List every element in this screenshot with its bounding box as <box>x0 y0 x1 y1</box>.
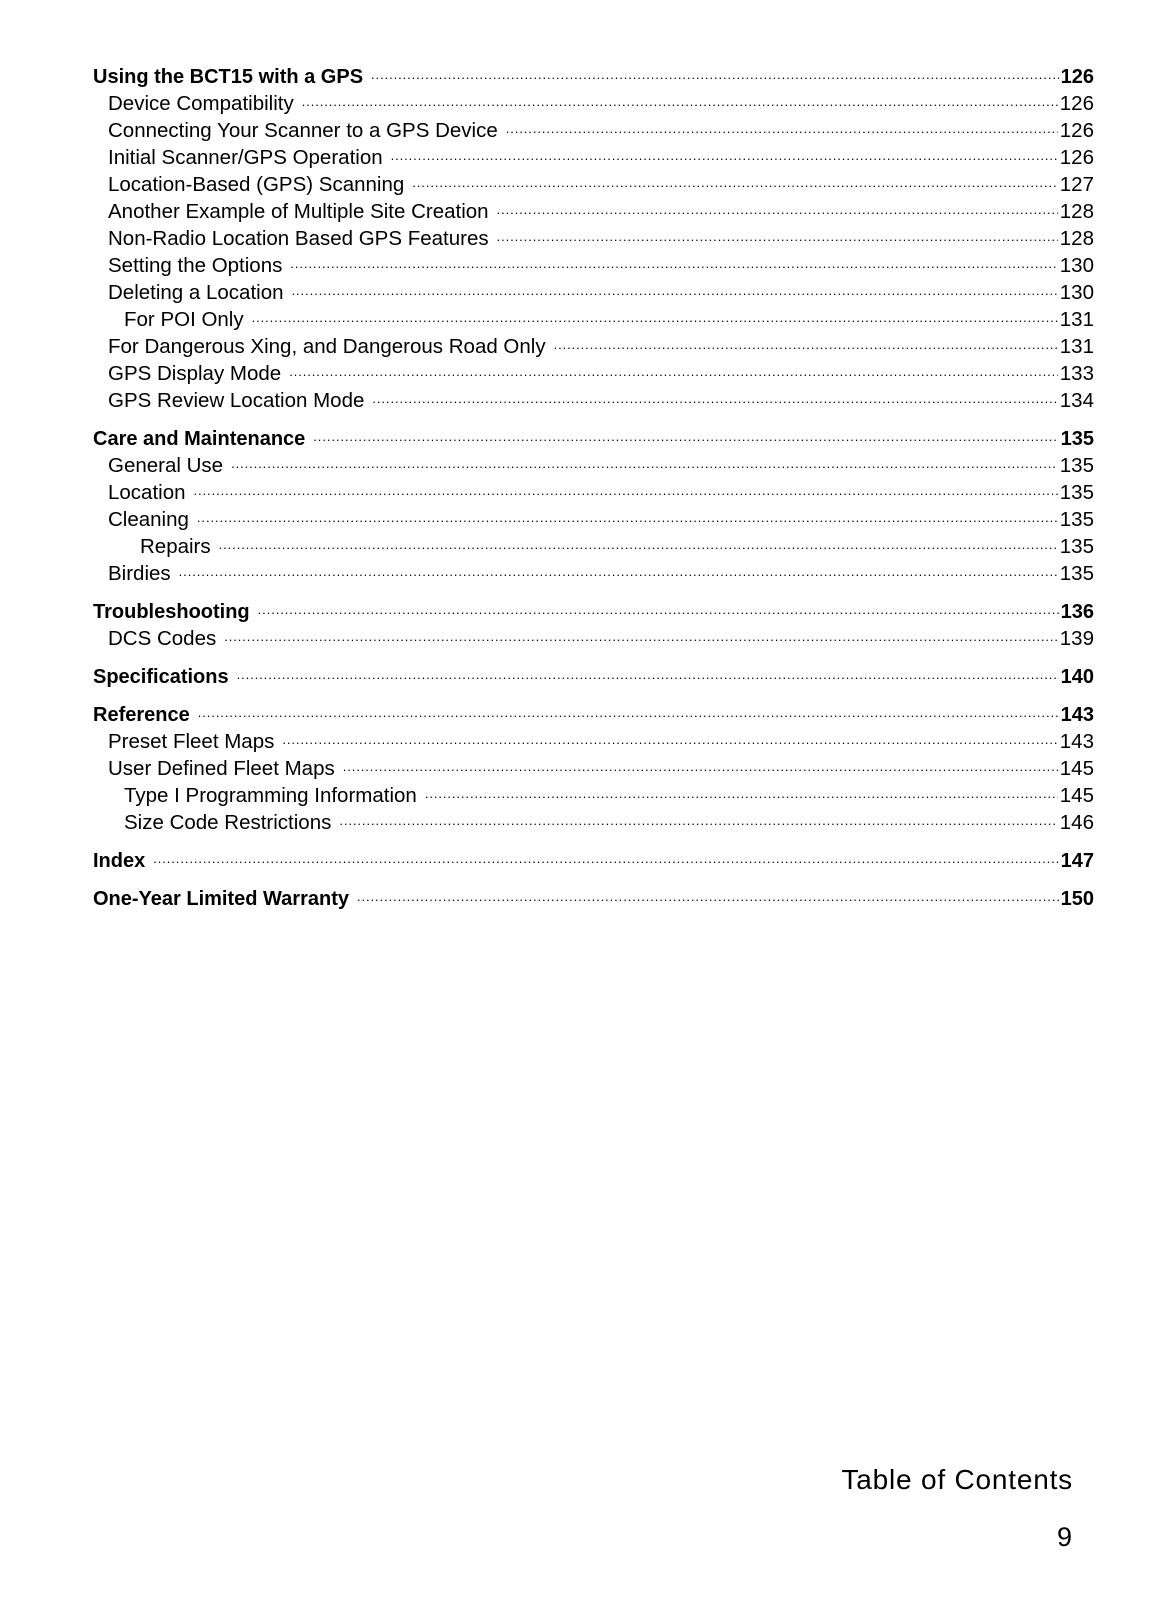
toc-entry-page-number: 147 <box>1060 850 1094 872</box>
toc-entry-title: Type I Programming Information <box>124 784 417 807</box>
toc-entry-page-number: 133 <box>1059 362 1094 385</box>
toc-entry-title: For POI Only <box>124 308 244 331</box>
dot-leader <box>371 56 1059 83</box>
toc-entry-title: User Defined Fleet Maps <box>108 757 335 780</box>
dot-leader <box>258 591 1059 618</box>
toc-subsection-entry[interactable] <box>93 499 1094 531</box>
dot-leader <box>497 218 1058 245</box>
toc-entry-page-number: 135 <box>1059 535 1094 558</box>
toc-entry-title: Location-Based (GPS) Scanning <box>108 173 405 196</box>
dot-leader <box>497 191 1058 218</box>
toc-entry-page-number: 145 <box>1059 757 1094 780</box>
toc-entry-title: Using the BCT15 with a GPS <box>93 66 364 88</box>
dot-leader <box>339 802 1057 829</box>
toc-entry-page-number: 126 <box>1059 119 1094 142</box>
dot-leader <box>506 110 1058 137</box>
dot-leader <box>357 878 1059 905</box>
toc-entry-title: GPS Review Location Mode <box>108 389 365 412</box>
toc-entry-title: Non-Radio Location Based GPS Features <box>108 227 489 250</box>
toc-entry-page-number: 146 <box>1059 811 1094 834</box>
toc-entry-page-number: 126 <box>1059 146 1094 169</box>
toc-entry-title: GPS Display Mode <box>108 362 282 385</box>
toc-entry-title: Repairs <box>140 535 211 558</box>
toc-entry-title: Birdies <box>108 562 171 585</box>
toc-entry-page-number: 126 <box>1059 92 1094 115</box>
dot-leader <box>252 299 1058 326</box>
dot-leader <box>282 721 1057 748</box>
dot-leader <box>179 553 1058 580</box>
toc-subsection-entry[interactable] <box>93 721 1094 753</box>
dot-leader <box>302 83 1058 110</box>
dot-leader <box>289 353 1058 380</box>
toc-entry-page-number: 143 <box>1060 704 1094 726</box>
dot-leader <box>237 656 1059 683</box>
table-of-contents <box>93 56 1094 910</box>
toc-entry-page-number: 134 <box>1059 389 1094 412</box>
dot-leader <box>292 272 1058 299</box>
dot-leader <box>554 326 1058 353</box>
toc-entry-page-number: 127 <box>1059 173 1094 196</box>
toc-entry-page-number: 126 <box>1060 66 1094 88</box>
toc-subsection-entry[interactable] <box>93 526 1094 558</box>
toc-entry-page-number: 135 <box>1059 508 1094 531</box>
toc-entry-title: Reference <box>93 704 190 726</box>
dot-leader <box>194 472 1058 499</box>
dot-leader <box>198 694 1059 721</box>
toc-section-entry[interactable] <box>93 878 1094 910</box>
toc-entry-page-number: 128 <box>1059 227 1094 250</box>
toc-subsection-entry[interactable] <box>93 445 1094 477</box>
dot-leader <box>313 418 1058 445</box>
toc-entry-title: DCS Codes <box>108 627 217 650</box>
dot-leader <box>412 164 1058 191</box>
footer-page-number: 9 <box>1056 1522 1072 1552</box>
dot-leader <box>153 840 1058 867</box>
toc-entry-title: General Use <box>108 454 224 477</box>
dot-leader <box>290 245 1057 272</box>
toc-section-entry[interactable] <box>93 591 1094 623</box>
toc-subsection-entry[interactable] <box>93 618 1094 650</box>
toc-entry-page-number: 135 <box>1059 481 1094 504</box>
toc-subsection-entry[interactable] <box>93 472 1094 504</box>
toc-section-entry[interactable] <box>93 418 1094 450</box>
toc-entry-title: One-Year Limited Warranty <box>93 888 349 910</box>
toc-entry-title: Index <box>93 850 146 872</box>
toc-entry-page-number: 130 <box>1059 254 1094 277</box>
toc-entry-title: Setting the Options <box>108 254 283 277</box>
toc-entry-page-number: 131 <box>1059 335 1094 358</box>
dot-leader <box>391 137 1058 164</box>
toc-entry-title: Another Example of Multiple Site Creation <box>108 200 489 223</box>
toc-section-entry[interactable] <box>93 656 1094 688</box>
footer-section-title: Table of Contents <box>841 1464 1073 1495</box>
toc-section-entry[interactable] <box>93 840 1094 872</box>
toc-subsection-entry[interactable] <box>93 553 1094 585</box>
dot-leader <box>231 445 1058 472</box>
toc-entry-page-number: 143 <box>1059 730 1094 753</box>
toc-entry-title: Device Compatibility <box>108 92 294 115</box>
toc-section-entry[interactable] <box>93 694 1094 726</box>
toc-section-entry[interactable] <box>93 56 1094 88</box>
toc-entry-title: Deleting a Location <box>108 281 284 304</box>
toc-entry-title: Troubleshooting <box>93 601 250 623</box>
toc-entry-title: Location <box>108 481 186 504</box>
toc-entry-page-number: 135 <box>1059 562 1094 585</box>
toc-entry-page-number: 150 <box>1060 888 1094 910</box>
toc-entry-page-number: 139 <box>1059 627 1094 650</box>
toc-entry-title: Care and Maintenance <box>93 428 306 450</box>
dot-leader <box>425 775 1058 802</box>
toc-entry-page-number: 131 <box>1059 308 1094 331</box>
dot-leader <box>372 380 1057 407</box>
toc-entry-page-number: 135 <box>1059 454 1094 477</box>
toc-entry-title: For Dangerous Xing, and Dangerous Road Only <box>108 335 546 358</box>
dot-leader <box>224 618 1058 645</box>
dot-leader <box>343 748 1058 775</box>
toc-entry-title: Preset Fleet Maps <box>108 730 275 753</box>
toc-entry-page-number: 135 <box>1060 428 1094 450</box>
dot-leader <box>197 499 1058 526</box>
toc-entry-title: Cleaning <box>108 508 189 531</box>
toc-entry-title: Initial Scanner/GPS Operation <box>108 146 383 169</box>
toc-entry-title: Specifications <box>93 666 229 688</box>
toc-entry-title: Size Code Restrictions <box>124 811 332 834</box>
dot-leader <box>219 526 1058 553</box>
toc-entry-page-number: 140 <box>1060 666 1094 688</box>
toc-entry-page-number: 145 <box>1059 784 1094 807</box>
toc-entry-title: Connecting Your Scanner to a GPS Device <box>108 119 498 142</box>
toc-entry-page-number: 136 <box>1060 601 1094 623</box>
toc-entry-page-number: 130 <box>1059 281 1094 304</box>
toc-entry-page-number: 128 <box>1059 200 1094 223</box>
